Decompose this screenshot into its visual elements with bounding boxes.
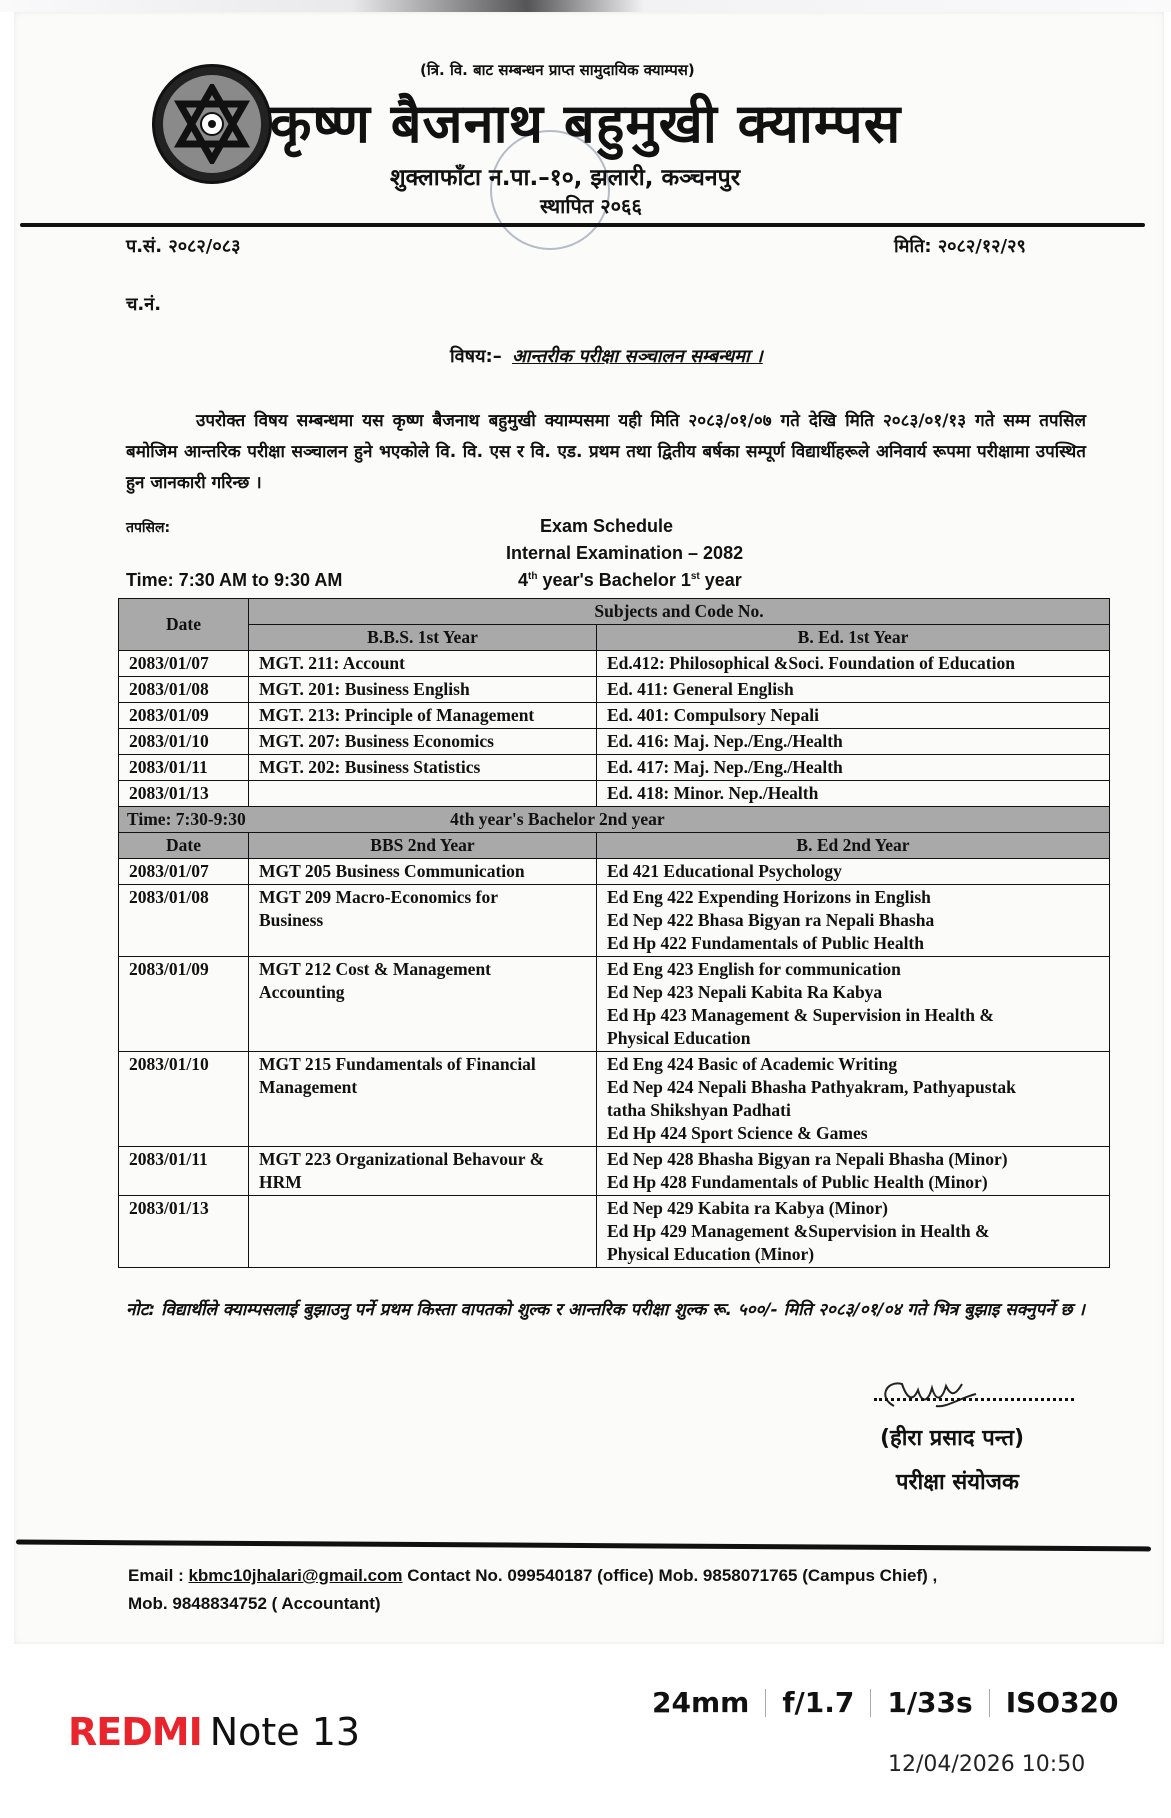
- cell-date: 2083/01/07: [119, 651, 249, 677]
- table-row: [119, 651, 1110, 677]
- spec-separator: [870, 1689, 871, 1717]
- cell-bed: [597, 957, 1110, 1052]
- cell-date: 2083/01/10: [119, 729, 249, 755]
- cell-date: 2083/01/10: [119, 1052, 249, 1147]
- letter-date: मिति: २०८२/१२/२९: [894, 236, 1026, 257]
- cell-bed: [597, 1052, 1110, 1147]
- table-row: [119, 1052, 1110, 1147]
- signatory-title: परीक्षा संयोजक: [896, 1470, 1019, 1495]
- subject-line: Management: [259, 1077, 358, 1097]
- table-row: [119, 1196, 1110, 1268]
- subject-line: Ed Hp 428 Fundamentals of Public Health (Minor): [607, 1172, 988, 1192]
- spec-separator: [989, 1689, 990, 1717]
- schedule-level: [518, 570, 742, 591]
- level-sup-2: st: [690, 571, 700, 582]
- subject-line: Ed Hp 423 Management & Supervision in Health &: [607, 1005, 994, 1025]
- logo-star-emblem-icon: [163, 75, 261, 173]
- header-date-2: Date: [119, 833, 249, 859]
- established-year: स्थापित २०६६: [540, 194, 642, 218]
- table-row: [119, 957, 1110, 1052]
- subject-line: MGT 212 Cost & Management: [259, 959, 492, 979]
- second-year-band: [119, 807, 1110, 833]
- campus-address: शुक्लाफाँटा न.पा.–१०, झलारी, कञ्चनपुर: [390, 165, 741, 191]
- cell-bed: Ed.412: Philosophical &Soci. Foundation of Education: [597, 651, 1110, 677]
- subject-line: MGT 215 Fundamentals of Financial: [259, 1054, 536, 1074]
- table-row: [119, 729, 1110, 755]
- reference-number: प.सं. २०८२/०८३: [126, 236, 241, 257]
- camera-shutter: 1/33s: [887, 1686, 973, 1719]
- cell-bed: Ed. 411: General English: [597, 677, 1110, 703]
- cell-bbs: [249, 1147, 597, 1196]
- subject-line: Ed 421 Educational Psychology: [607, 861, 842, 881]
- fee-note: नोट: विद्यार्थीले क्याम्पसलाई बुझाउनु पर्ने प्रथम किस्ता वापतको शुल्क र आन्तरिक परीक्षा शुल्क रू. ५००/- मिति २०८३/०१/०४ गते भित्र बुझाइ सक्नुपर्ने छ ।: [126, 1300, 1085, 1320]
- table-row: [119, 1147, 1110, 1196]
- cell-bed: Ed. 416: Maj. Nep./Eng./Health: [597, 729, 1110, 755]
- schedule-title: Exam Schedule: [540, 516, 674, 536]
- subject-line: Ed Eng 422 Expending Horizons in English: [607, 887, 931, 907]
- camera-datetime: 12/04/2026 10:50: [888, 1752, 1086, 1777]
- campus-name: कृष्ण बैजनाथ बहुमुखी क्याम्पस: [270, 92, 902, 155]
- cell-bbs: [249, 859, 597, 885]
- email-link[interactable]: kbmc10jhalari@gmail.com: [188, 1566, 403, 1585]
- cell-bed: [597, 1147, 1110, 1196]
- cell-bbs: [249, 781, 597, 807]
- subject-label: विषय:–: [450, 346, 502, 367]
- subject-line: Ed Nep 429 Kabita ra Kabya (Minor): [607, 1198, 888, 1218]
- subject-line: Ed Nep 422 Bhasa Bigyan ra Nepali Bhasha: [607, 910, 935, 930]
- cell-bed: [597, 1196, 1110, 1268]
- cell-date: 2083/01/09: [119, 703, 249, 729]
- subject-text: आन्तरीक परीक्षा सञ्चालन सम्बन्धमा ।: [512, 346, 763, 367]
- cell-bbs: [249, 1052, 597, 1147]
- header-subjects: Subjects and Code No.: [249, 599, 1110, 625]
- camera-focal: 24mm: [652, 1686, 750, 1719]
- exam-schedule-table: [118, 598, 1110, 1268]
- camera-specs: [652, 1686, 1119, 1719]
- first-year-rows: [119, 651, 1110, 807]
- affiliation-text: (त्रि. वि. बाट सम्बन्धन प्राप्त सामुदायिक क्याम्पस): [420, 61, 695, 79]
- subject-line: Ed Nep 428 Bhasha Bigyan ra Nepali Bhasha (Minor): [607, 1149, 1008, 1169]
- cell-bbs: [249, 885, 597, 957]
- header-bbs-1st-year: B.B.S. 1st Year: [249, 625, 597, 651]
- header-bed-2nd-year: B. Ed 2nd Year: [597, 833, 1110, 859]
- cell-date: 2083/01/13: [119, 781, 249, 807]
- level-sup-1: th: [528, 571, 538, 582]
- cell-bbs: MGT. 202: Business Statistics: [249, 755, 597, 781]
- subject-line: Business: [259, 910, 324, 930]
- table-row: [119, 755, 1110, 781]
- footer-contact: [128, 1562, 937, 1618]
- table-row: [119, 885, 1110, 957]
- header-bed-1st-year: B. Ed. 1st Year: [597, 625, 1110, 651]
- cell-date: 2083/01/11: [119, 755, 249, 781]
- cell-bed: Ed. 417: Maj. Nep./Eng./Health: [597, 755, 1110, 781]
- cell-bed: Ed. 418: Minor. Nep./Health: [597, 781, 1110, 807]
- contact-line-2: Mob. 9848834752 ( Accountant): [128, 1594, 381, 1613]
- cell-date: 2083/01/07: [119, 859, 249, 885]
- header-date: Date: [119, 599, 249, 651]
- cell-bbs: MGT. 207: Business Economics: [249, 729, 597, 755]
- details-label: तपसिल:: [126, 520, 171, 536]
- second-year-rows: [119, 859, 1110, 1268]
- subject-line: Ed Nep 424 Nepali Bhasha Pathyakram, Pathyapustak: [607, 1077, 1016, 1097]
- subject-line: tatha Shikshyan Padhati: [607, 1100, 791, 1120]
- subject-line: Ed Hp 424 Sport Science & Games: [607, 1123, 868, 1143]
- level-suffix: year: [699, 570, 742, 590]
- subject-line: HRM: [259, 1172, 302, 1192]
- camera-watermark-brand: [68, 1710, 360, 1754]
- level-mid: year's Bachelor 1: [537, 570, 691, 590]
- subject-line: MGT 209 Macro-Economics for: [259, 887, 498, 907]
- signatory-name: (हीरा प्रसाद पन्त): [880, 1426, 1025, 1451]
- subject-line: MGT 223 Organizational Behavour &: [259, 1149, 545, 1169]
- camera-brand: REDMI: [68, 1710, 202, 1754]
- subject-line: Physical Education: [607, 1028, 751, 1048]
- cell-bbs: [249, 1196, 597, 1268]
- level-prefix: 4: [518, 570, 529, 590]
- subject-line: Ed Eng 423 English for communication: [607, 959, 901, 979]
- cell-date: 2083/01/08: [119, 677, 249, 703]
- email-label: Email :: [128, 1566, 189, 1585]
- schedule-subtitle: Internal Examination – 2082: [506, 543, 744, 563]
- cell-date: 2083/01/13: [119, 1196, 249, 1268]
- table-row: [119, 859, 1110, 885]
- header-divider: [20, 223, 1145, 227]
- camera-aperture: f/1.7: [782, 1686, 855, 1719]
- subject-line: Physical Education (Minor): [607, 1244, 815, 1264]
- cell-date: 2083/01/11: [119, 1147, 249, 1196]
- subject-line: Ed Nep 423 Nepali Kabita Ra Kabya: [607, 982, 883, 1002]
- cell-bed: [597, 859, 1110, 885]
- table-row: [119, 781, 1110, 807]
- second-year-level: 4th year's Bachelor 2nd year: [450, 809, 665, 829]
- cell-bbs: [249, 957, 597, 1052]
- photo-background-strip: [0, 0, 1171, 12]
- dispatch-number: च.नं.: [126, 294, 162, 315]
- letter-subject: [450, 344, 763, 368]
- camera-iso: ISO320: [1005, 1686, 1119, 1719]
- spec-separator: [765, 1689, 766, 1717]
- subject-line: MGT 205 Business Communication: [259, 861, 525, 881]
- subject-line: Ed Eng 424 Basic of Academic Writing: [607, 1054, 898, 1074]
- cell-date: 2083/01/09: [119, 957, 249, 1052]
- signature-icon: [876, 1376, 986, 1416]
- schedule-time: Time: 7:30 AM to 9:30 AM: [126, 570, 343, 590]
- cell-bbs: MGT. 213: Principle of Management: [249, 703, 597, 729]
- camera-model: Note 13: [209, 1710, 361, 1754]
- cell-bbs: MGT. 211: Account: [249, 651, 597, 677]
- table-row: [119, 703, 1110, 729]
- cell-bbs: MGT. 201: Business English: [249, 677, 597, 703]
- second-year-time: Time: 7:30-9:30: [127, 809, 246, 829]
- cell-bed: [597, 885, 1110, 957]
- campus-logo: [152, 64, 272, 184]
- subject-line: Ed Hp 422 Fundamentals of Public Health: [607, 933, 924, 953]
- subject-line: Ed Hp 429 Management &Supervision in Health &: [607, 1221, 990, 1241]
- contact-line-1: Contact No. 099540187 (office) Mob. 9858071765 (Campus Chief) ,: [402, 1566, 938, 1585]
- signature-line: [874, 1398, 1074, 1401]
- header-bbs-2nd-year: BBS 2nd Year: [249, 833, 597, 859]
- letter-body: उपरोक्त विषय सम्बन्धमा यस कृष्ण बैजनाथ बहुमुखी क्याम्पसमा यही मिति २०८३/०१/०७ गते देखि मिति २०८३/०१/१३ गते सम्म तपसिल बमोजिम आन्तरिक परीक्षा सञ्चालन हुने भएकोले वि. वि. एस र वि. एड. प्रथम तथा द्वितीय बर्षका सम्पूर्ण विद्यार्थीहरूले अनिवार्य रूपमा परीक्षामा उपस्थित हुन जानकारी गरिन्छ ।: [126, 411, 1086, 493]
- subject-line: Accounting: [259, 982, 345, 1002]
- cell-bed: Ed. 401: Compulsory Nepali: [597, 703, 1110, 729]
- cell-date: 2083/01/08: [119, 885, 249, 957]
- table-row: [119, 677, 1110, 703]
